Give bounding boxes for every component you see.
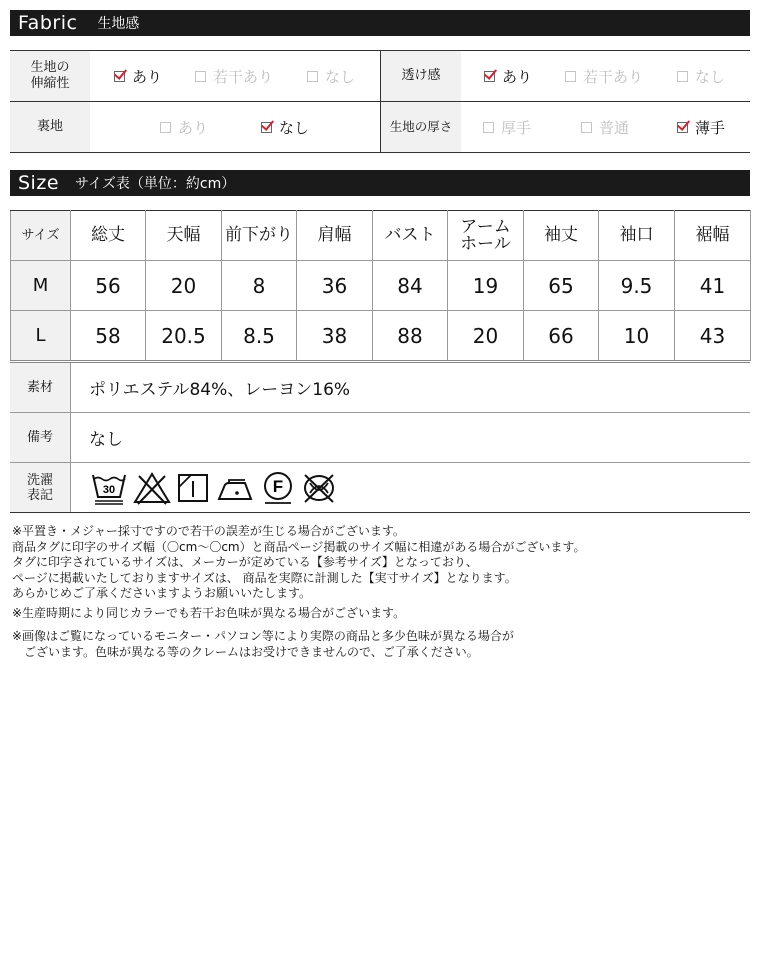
- table-cell: 20: [448, 311, 524, 361]
- table-cell: 20.5: [146, 311, 222, 361]
- col-armhole: アーム ホール: [448, 211, 524, 261]
- notes: [12, 524, 585, 660]
- checked-checkbox-icon: [484, 71, 495, 82]
- table-row: [11, 261, 751, 311]
- line-dry-shade-icon: [177, 471, 209, 505]
- material-value: ポリエステル84%、レーヨン16%: [89, 380, 351, 400]
- table-cell: 56: [71, 261, 146, 311]
- fabric-section-header: [10, 10, 750, 36]
- stretch-option-slight: 若干あり: [195, 51, 273, 101]
- unchecked-checkbox-icon: [160, 122, 171, 133]
- lining-label: 裏地: [10, 102, 90, 152]
- material-label: 素材: [10, 363, 71, 412]
- unchecked-checkbox-icon: [307, 71, 318, 82]
- note-line: タグに印字されているサイズは、メーカーが定めている【参考サイズ】となっており、: [12, 555, 478, 569]
- unchecked-checkbox-icon: [677, 71, 688, 82]
- col-hem-width: 裾幅: [675, 211, 751, 261]
- stretch-option-yes: あり: [114, 51, 162, 101]
- table-cell: 19: [448, 261, 524, 311]
- table-cell: 10: [599, 311, 675, 361]
- size-label-m: M: [11, 261, 71, 311]
- note-line: ございます。色味が異なる等のクレームはお受けできませんので、ご了承ください。: [12, 644, 479, 659]
- table-cell: 88: [373, 311, 448, 361]
- stretch-label: 生地の 伸縮性: [10, 51, 90, 101]
- col-top-width: 天幅: [146, 211, 222, 261]
- col-shoulder-width: 肩幅: [297, 211, 373, 261]
- lining-option-yes: あり: [160, 102, 208, 152]
- svg-text:F: F: [272, 476, 284, 496]
- note-line: ※生産時期により同じカラーでも若干お色味が異なる場合がございます。: [12, 605, 406, 620]
- col-total-length: 総丈: [71, 211, 146, 261]
- table-cell: 8.5: [222, 311, 297, 361]
- stretch-option-no: なし: [307, 51, 355, 101]
- table-cell: 58: [71, 311, 146, 361]
- size-title-jp: サイズ表（単位：約cm）: [75, 176, 236, 192]
- table-cell: 20: [146, 261, 222, 311]
- col-front-drop: 前下がり: [222, 211, 297, 261]
- sheer-label: 透け感: [381, 51, 461, 101]
- table-cell: 8: [222, 261, 297, 311]
- iron-low-icon: [215, 471, 255, 505]
- checked-checkbox-icon: [677, 122, 688, 133]
- size-corner-cell: サイズ: [11, 211, 71, 261]
- hand-wash-30-icon: [91, 471, 127, 505]
- sheer-option-slight: 若干あり: [565, 51, 643, 101]
- note-line: ※平置き・メジャー採寸ですので若干の誤差が生じる場合がございます。: [12, 524, 405, 538]
- info-table: [10, 360, 750, 513]
- sheer-option-yes: あり: [484, 51, 532, 101]
- dry-clean-f-icon: [261, 471, 295, 505]
- lining-option-no: なし: [261, 102, 309, 152]
- table-cell: 9.5: [599, 261, 675, 311]
- unchecked-checkbox-icon: [483, 122, 494, 133]
- table-cell: 66: [524, 311, 599, 361]
- table-row: [11, 311, 751, 361]
- thickness-option-normal: 普通: [581, 102, 629, 152]
- checked-checkbox-icon: [114, 71, 125, 82]
- fabric-table: [10, 50, 750, 153]
- thickness-option-thick: 厚手: [483, 102, 531, 152]
- fabric-title-jp: 生地感: [97, 16, 140, 32]
- fabric-title-en: Fabric: [18, 12, 78, 34]
- table-cell: 36: [297, 261, 373, 311]
- remarks-label: 備考: [10, 413, 71, 462]
- no-bleach-icon: [133, 471, 171, 505]
- size-section-header: [10, 170, 750, 196]
- care-icons: [71, 463, 337, 512]
- care-row: [10, 463, 750, 512]
- care-label: 洗濯 表記: [10, 463, 71, 512]
- size-title-en: Size: [18, 172, 60, 194]
- table-cell: 65: [524, 261, 599, 311]
- fabric-divider: [380, 51, 381, 152]
- table-cell: 84: [373, 261, 448, 311]
- note-line: 商品タグに印字のサイズ幅（〇cm〜〇cm）と商品ページ掲載のサイズ幅に相違がある場合がございます。: [12, 539, 586, 554]
- col-cuff: 袖口: [599, 211, 675, 261]
- unchecked-checkbox-icon: [581, 122, 592, 133]
- sheer-option-no: なし: [677, 51, 725, 101]
- note-line: ページに掲載いたしておりますサイズは、 商品を実際に計測した【実寸サイズ】となります。: [12, 570, 517, 585]
- unchecked-checkbox-icon: [195, 71, 206, 82]
- size-table-header-row: [11, 211, 751, 261]
- note-line: ※画像はご覧になっているモニター・パソコン等により実際の商品と多少色味が異なる場合が: [12, 629, 514, 643]
- note-line: あらかじめご了承くださいますようお願いいたします。: [12, 586, 312, 600]
- unchecked-checkbox-icon: [565, 71, 576, 82]
- size-table: [10, 210, 751, 361]
- thickness-label: 生地の厚さ: [381, 102, 461, 152]
- size-label-l: L: [11, 311, 71, 361]
- col-sleeve-length: 袖丈: [524, 211, 599, 261]
- table-cell: 38: [297, 311, 373, 361]
- table-cell: 43: [675, 311, 751, 361]
- material-row: [10, 363, 750, 413]
- table-cell: 41: [675, 261, 751, 311]
- svg-text:30: 30: [102, 483, 116, 496]
- remarks-value: なし: [89, 430, 123, 450]
- no-wring-icon: [301, 471, 337, 505]
- thickness-option-thin: 薄手: [677, 102, 725, 152]
- checked-checkbox-icon: [261, 122, 272, 133]
- col-bust: バスト: [373, 211, 448, 261]
- remarks-row: [10, 413, 750, 463]
